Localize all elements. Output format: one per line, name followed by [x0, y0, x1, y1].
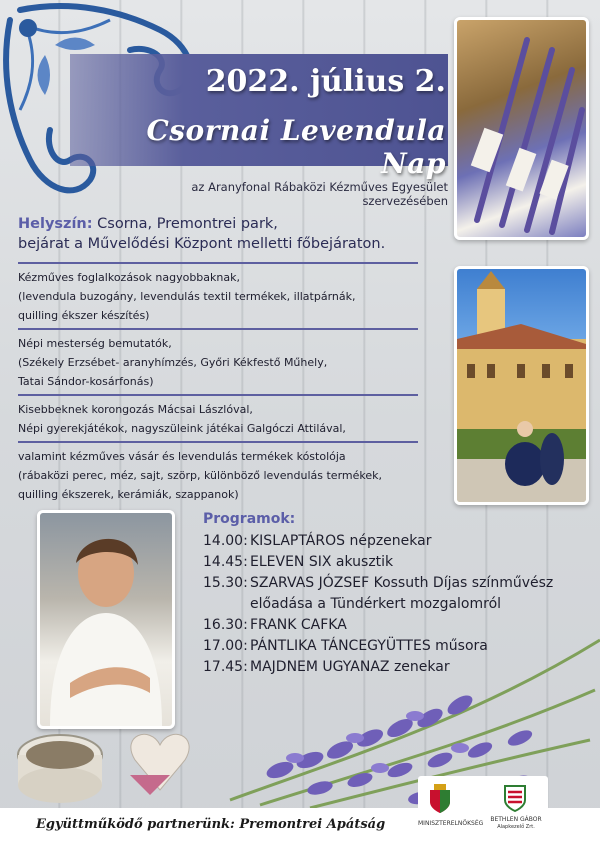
info-line: (levendula buzogány, levendulás textil termékek, illatpárnák,: [18, 290, 356, 303]
info-list: [18, 262, 418, 507]
sponsor-logos: [418, 776, 548, 842]
info-block-workshops: [18, 262, 418, 328]
lavender-bundles-photo: [454, 17, 589, 240]
program-text-continued: előadása a Tündérkert mozgalomról: [250, 596, 502, 612]
coat-of-arms-icon: [428, 784, 452, 814]
venue-line-1: [18, 214, 438, 234]
program-text: FRANK CAFKA: [250, 617, 347, 633]
program-item: [203, 552, 598, 573]
partner-line: Együttműködő partnerünk: Premontrei Apátság: [36, 817, 386, 832]
logo-bethlen-text: BETHLEN GÁBOR: [490, 816, 542, 823]
info-block-crafts: [18, 328, 418, 394]
castle-dancers-photo: [454, 266, 589, 505]
program-text: PÁNTLIKA TÁNCEGYÜTTES műsora: [250, 638, 488, 654]
logo-bethlen-subtext: Alapkezelő Zrt.: [497, 824, 535, 830]
program-time: 14.00:: [203, 533, 248, 549]
info-block-kids: [18, 394, 418, 441]
info-line: (Székely Erzsébet- aranyhímzés, Győri Kékfestő Műhely,: [18, 356, 328, 369]
info-line: Kézműves foglalkozások nagyobbaknak,: [18, 271, 240, 284]
bethlen-gabor-logo-icon: [502, 782, 528, 812]
venue-line-2: bejárat a Művelődési Központ melletti főbejáraton.: [18, 236, 386, 252]
program-text: KISLAPTÁROS népzenekar: [250, 533, 432, 549]
info-line: quilling ékszer készítés): [18, 309, 150, 322]
program-time: 16.30:: [203, 617, 248, 633]
program-text: ELEVEN SIX akusztik: [250, 554, 394, 570]
event-title: Csornai Levendula Nap: [146, 114, 446, 180]
info-line: Tatai Sándor-kosárfonás): [18, 375, 154, 388]
info-line: Népi gyerekjátékok, nagyszüleink játékai Galgóczi Attilával,: [18, 422, 346, 435]
info-line: (rábaközi perec, méz, sajt, szörp, különböző levendulás termékek,: [18, 469, 382, 482]
info-line: valamint kézműves vásár és levendulás termékek kóstolója: [18, 450, 346, 463]
program-text: MAJDNEM UGYANAZ zenekar: [250, 659, 450, 675]
performer-portrait-photo: [37, 510, 175, 729]
event-date: 2022. július 2.: [205, 64, 446, 99]
program-text-block: [250, 573, 553, 615]
program-time: 15.30:: [203, 575, 248, 591]
potpourri-box-icon: [10, 715, 220, 805]
venue-label: Helyszín:: [18, 216, 93, 232]
info-line: Népi mesterség bemutatók,: [18, 337, 172, 350]
program-time: 17.00:: [203, 638, 248, 654]
info-line: Kisebbeknek korongozás Mácsai Lászlóval,: [18, 403, 253, 416]
program-time: 17.45:: [203, 659, 248, 675]
programs-title: Programok:: [203, 511, 296, 527]
venue-text-1: Csorna, Premontrei park,: [97, 216, 278, 232]
venue: [18, 214, 438, 254]
program-time: 14.45:: [203, 554, 248, 570]
info-block-market: [18, 441, 418, 507]
program-text: SZARVAS JÓZSEF Kossuth Díjas színművész: [250, 575, 554, 591]
logo-ministry-text: MINISZTERELNÖKSÉG: [418, 820, 484, 827]
organizer-line: az Aranyfonal Rábaközi Kézműves Egyesület szervezésében: [191, 180, 448, 208]
program-item: [203, 573, 598, 615]
program-item: [203, 531, 598, 552]
info-line: quilling ékszerek, kerámiák, szappanok): [18, 488, 239, 501]
